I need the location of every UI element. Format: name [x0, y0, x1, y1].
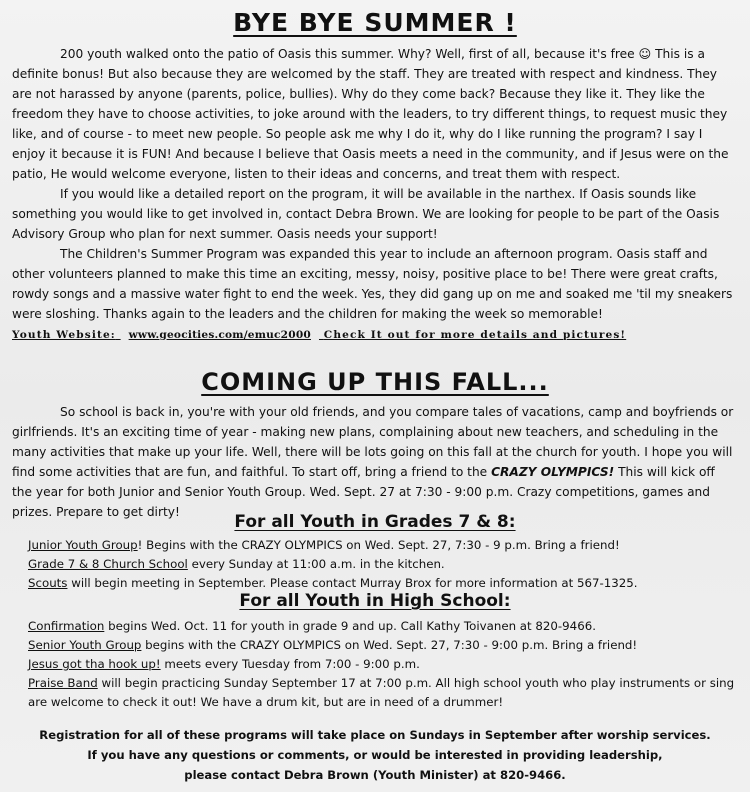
program-details: ! Begins with the CRAZY OLYMPICS on Wed. Sept. 27, 7:30 - 9 p.m. Bring a friend! — [137, 538, 620, 552]
program-details: will begin meeting in September. Please contact Murray Brox for more information at 567-1325. — [67, 576, 638, 590]
list-item — [28, 536, 738, 555]
youth-website-line — [12, 329, 738, 341]
website-note: Check It out for more details and pictures! — [323, 329, 627, 341]
crazy-olympics-highlight: CRAZY OLYMPICS! — [491, 465, 615, 479]
registration-line-3: please contact Debra Brown (Youth Minister) at 820-9466. — [184, 768, 566, 782]
program-name: Grade 7 & 8 Church School — [28, 557, 188, 571]
list-item — [28, 674, 738, 712]
high-school-list — [28, 617, 738, 712]
list-item — [28, 655, 738, 674]
summer-paragraph-2: If you would like a detailed report on the program, it will be available in the narthex. If Oasis sounds like something you would like to get involved in, contact Debra Brown. We are looking for people to be part of the Oasis Advisory Group who plan for next summer. Oasis needs your support! — [12, 187, 720, 241]
grades-7-8-heading-wrap — [0, 512, 750, 532]
website-label: Youth Website: — [12, 329, 116, 341]
fall-title: COMING UP THIS FALL... — [201, 368, 549, 396]
program-details: begins Wed. Oct. 11 for youth in grade 9 and up. Call Kathy Toivanen at 820-9466. — [104, 619, 596, 633]
program-details: will begin practicing Sunday September 17 at 7:00 p.m. All high school youth who play instruments or sing are welcome to check it out! We have a drum kit, but are in need of a drummer! — [28, 676, 735, 709]
fall-paragraph-end: This will kick off the year for both Junior and Senior Youth Group. Wed. Sept. 27 at 7:30 - 9:00 p.m. Crazy competitions, games and prizes. Prepare to get dirty! — [12, 465, 715, 519]
fall-paragraph-start: So school is back in, you're with your old friends, and you compare tales of vacations, camp and boyfriends or girlfriends. It's an exciting time of year - making new plans, complaining about new teachers, and scheduling in the many activities that make up your life. Well, there will be lots going on this fall at the church for youth. I hope you will find some activities that are fun, and faithful. To start off, bring a friend to the — [12, 405, 734, 479]
website-url[interactable]: www.geocities.com/emuc2000 — [128, 329, 311, 341]
summer-paragraph-1: 200 youth walked onto the patio of Oasis this summer. Why? Well, first of all, because it's free ☺ This is a definite bonus! But also because they are welcomed by the staff. They are treated with respect and kindness. They are not harassed by anyone (parents, police, bullies). Why do they come back? Because they like it. They like the freedom they have to choose activities, to joke around with the leaders, to try different things, to request music they like, and of course - to meet new people. So people ask me why I do it, why do I like running the program? I say I enjoy it because it is FUN! And because I believe that Oasis meets a need in the community, and if Jesus were on the patio, He would welcome everyone, listen to their ideas and concerns, and treat them with respect. — [12, 47, 729, 181]
program-name: Confirmation — [28, 619, 105, 633]
program-details: meets every Tuesday from 7:00 - 9:00 p.m. — [160, 657, 420, 671]
program-name: Scouts — [28, 576, 68, 590]
list-item — [28, 555, 738, 574]
high-school-heading-wrap — [0, 591, 750, 611]
summer-title: BYE BYE SUMMER ! — [233, 8, 517, 37]
program-name: Senior Youth Group — [28, 638, 142, 652]
high-school-heading: For all Youth in High School: — [239, 591, 511, 611]
grades-7-8-list — [28, 536, 738, 593]
program-details: begins with the CRAZY OLYMPICS on Wed. Sept. 27, 7:30 - 9:00 p.m. Bring a friend! — [141, 638, 638, 652]
registration-line-2: If you have any questions or comments, or would be interested in providing leadership, — [87, 748, 663, 762]
registration-notice — [12, 725, 738, 785]
program-name: Junior Youth Group — [28, 538, 138, 552]
summer-section — [12, 44, 738, 324]
program-details: every Sunday at 11:00 a.m. in the kitchen. — [187, 557, 445, 571]
list-item — [28, 636, 738, 655]
list-item — [28, 617, 738, 636]
program-name: Jesus got tha hook up! — [28, 657, 161, 671]
fall-paragraph — [12, 402, 738, 522]
summer-paragraph-3: The Children's Summer Program was expanded this year to include an afternoon program. Oasis staff and other volunteers planned to make this time an exciting, messy, noisy, positive place to be! There were great crafts, rowdy songs and a massive water fight to end the week. Yes, they did gang up on me and soaked me 'til my sneakers were sloshing. Thanks again to the leaders and the children for making the week so memorable! — [12, 247, 733, 321]
grades-7-8-heading: For all Youth in Grades 7 & 8: — [234, 512, 516, 532]
registration-line-1: Registration for all of these programs will take place on Sundays in September after worship services. — [39, 728, 711, 742]
program-name: Praise Band — [28, 676, 98, 690]
fall-section — [12, 402, 738, 522]
